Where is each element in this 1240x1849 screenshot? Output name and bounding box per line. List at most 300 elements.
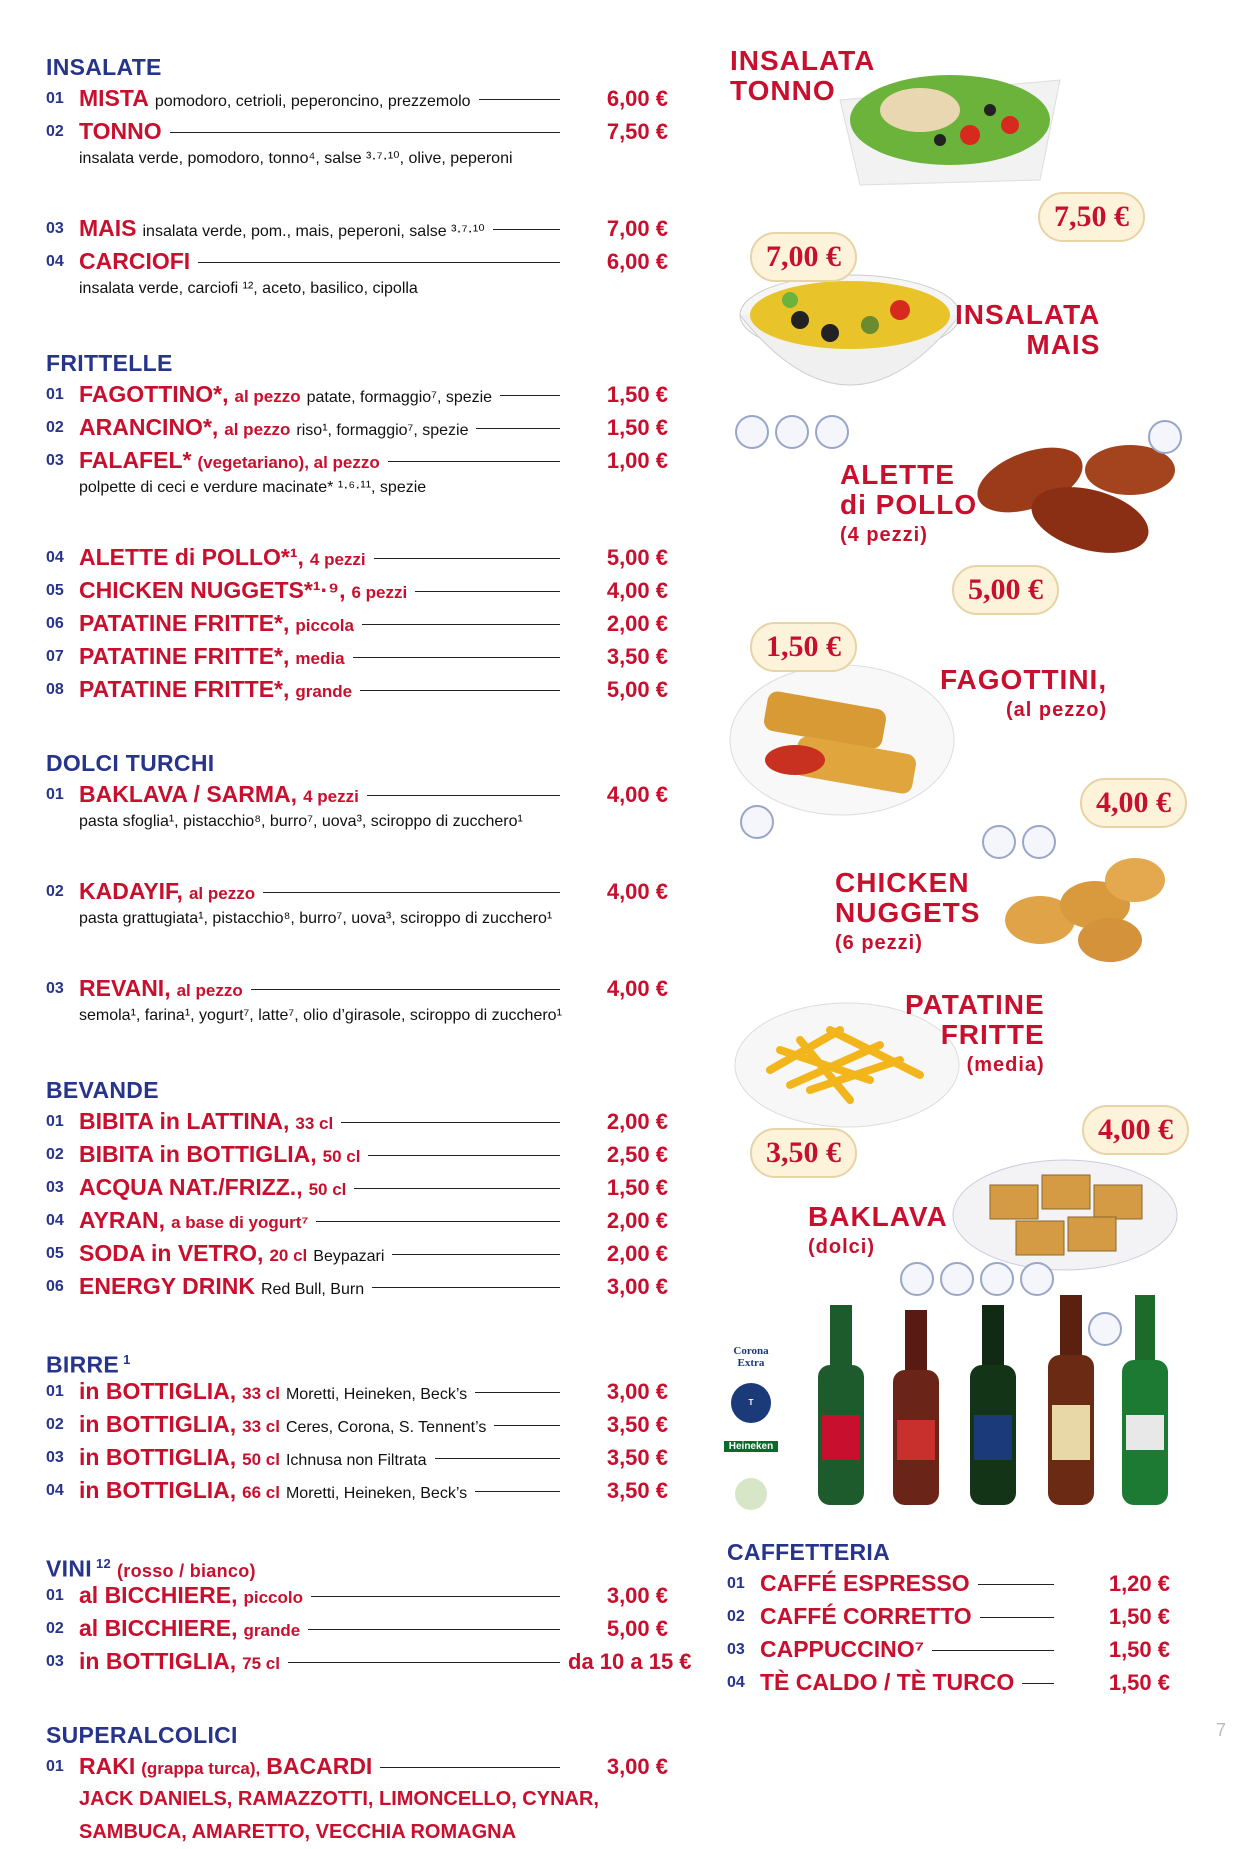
price-badge-alette: 5,00 € <box>952 565 1059 615</box>
leader-line <box>288 1662 560 1663</box>
item-price: 4,00 € <box>606 782 668 807</box>
menu-item <box>46 640 668 673</box>
menu-item <box>46 673 668 706</box>
item-name-group <box>79 1171 568 1206</box>
item-price: 2,00 € <box>606 611 668 636</box>
section-title: CAFFETTERIA <box>727 1539 891 1565</box>
label-baklava <box>808 1202 948 1262</box>
item-name: al BICCHIERE, <box>79 1615 238 1641</box>
leader-line <box>415 591 560 592</box>
photo-column <box>700 0 1240 1755</box>
menu-item <box>46 1612 668 1645</box>
leader-line <box>368 1155 560 1156</box>
item-description: insalata verde, carciofi ¹², aceto, basilico, cipolla <box>79 280 418 297</box>
leader-line <box>360 690 560 691</box>
section-note: (rosso / bianco) <box>117 1560 256 1581</box>
photo-label-sub: (media) <box>966 1054 1045 1076</box>
item-name-group <box>79 1204 568 1239</box>
item-name-group <box>79 82 568 118</box>
leader-line <box>388 461 560 462</box>
item-modifier: 50 cl <box>322 1147 361 1166</box>
item-price: 1,20 € <box>1108 1571 1170 1596</box>
menu-item <box>46 212 668 245</box>
menu-item <box>46 444 668 477</box>
leader-line <box>479 99 560 100</box>
item-modifier: piccolo <box>243 1588 303 1607</box>
leader-line <box>475 1392 560 1393</box>
item-name-group <box>79 444 568 479</box>
item-name: in BOTTIGLIA, <box>79 1378 237 1404</box>
item-name-group <box>79 1645 568 1680</box>
leader-line <box>435 1458 561 1459</box>
menu-item <box>46 1579 668 1612</box>
item-name: BACARDI <box>266 1753 373 1779</box>
item-number: 03 <box>46 1449 64 1466</box>
section-title <box>46 1345 668 1378</box>
item-price: 2,00 € <box>606 1241 668 1266</box>
item-name: FAGOTTINO*, <box>79 381 229 407</box>
item-name-group <box>79 1441 568 1477</box>
item-name-group <box>79 212 568 248</box>
item-number: 02 <box>46 1620 64 1637</box>
photo-label-sub: (al pezzo) <box>1005 699 1108 721</box>
allergen-icons <box>1148 420 1182 454</box>
item-name: SODA in VETRO, <box>79 1240 264 1266</box>
item-number: 01 <box>46 786 64 803</box>
row-spacer <box>46 505 668 541</box>
item-name-group <box>79 1408 568 1444</box>
leader-line <box>251 989 560 990</box>
item-modifier: media <box>295 649 345 668</box>
menu-item <box>46 607 668 640</box>
item-name: PATATINE FRITTE*, <box>79 676 290 702</box>
item-extra: Moretti, Heineken, Beck’s <box>285 1386 468 1403</box>
item-number: 04 <box>46 253 64 270</box>
item-price: 5,00 € <box>606 1616 668 1641</box>
item-modifier: al pezzo <box>188 884 256 903</box>
item-name: REVANI, <box>79 975 171 1001</box>
item-number: 01 <box>46 1758 64 1775</box>
allergen-icons <box>735 415 849 449</box>
item-number: 02 <box>727 1608 745 1625</box>
price-badge-mais: 7,00 € <box>750 232 857 282</box>
item-name: PATATINE FRITTE*, <box>79 643 290 669</box>
section-title-text: SUPERALCOLICI <box>46 1722 238 1748</box>
item-number: 03 <box>46 1653 64 1670</box>
menu-item <box>46 1408 668 1441</box>
section-spacer <box>46 1678 668 1720</box>
item-price: 1,50 € <box>606 415 668 440</box>
item-name: MISTA <box>79 85 149 111</box>
leader-line <box>367 795 560 796</box>
leader-line <box>372 1287 560 1288</box>
menu-item <box>46 1441 668 1474</box>
section-title <box>46 1549 668 1582</box>
menu-item <box>46 875 668 908</box>
photo-label-sub: (4 pezzi) <box>840 524 928 546</box>
item-name-group <box>79 541 568 576</box>
item-modifier: 33 cl <box>295 1114 334 1133</box>
item-price: 4,00 € <box>606 578 668 603</box>
leader-line <box>353 657 560 658</box>
item-name: BIBITA in LATTINA, <box>79 1108 290 1134</box>
photo-label-line: MAIS <box>1026 329 1101 360</box>
item-extra: Ceres, Corona, S. Tennent’s <box>285 1419 487 1436</box>
section-title-text: VINI <box>46 1555 92 1582</box>
item-price: 4,00 € <box>606 879 668 904</box>
item-modifier: 4 pezzi <box>303 787 359 806</box>
item-price: 3,00 € <box>606 1379 668 1404</box>
allergen-icons <box>740 805 774 839</box>
chicken-nuggets-image <box>980 840 1180 970</box>
section-spacer <box>46 1033 668 1075</box>
item-price: 5,00 € <box>606 545 668 570</box>
page-corner-mark: 7 <box>1215 1720 1226 1740</box>
leader-line <box>475 1491 560 1492</box>
photo-label-line: CHICKEN <box>835 867 970 898</box>
item-name: CHICKEN NUGGETS*¹·⁹, <box>79 577 346 603</box>
item-name-group <box>79 1138 568 1173</box>
item-price: 1,50 € <box>606 1175 668 1200</box>
leader-line <box>316 1221 560 1222</box>
item-name: BIBITA in BOTTIGLIA, <box>79 1141 317 1167</box>
item-name-group <box>79 574 568 609</box>
item-price: 3,00 € <box>606 1274 668 1299</box>
egg-icon <box>735 415 769 449</box>
nuts-icon <box>1020 1262 1054 1296</box>
leader-line <box>198 262 560 263</box>
item-number: 08 <box>46 681 64 698</box>
item-name-line: JACK DANIELS, RAMAZZOTTI, LIMONCELLO, CYNAR, <box>79 1788 599 1810</box>
item-name-group <box>79 1750 568 1785</box>
item-extra: Beypazari <box>313 1248 385 1265</box>
item-number: 02 <box>46 1416 64 1433</box>
section-title-text: BEVANDE <box>46 1077 159 1103</box>
item-name: MAIS <box>79 215 137 241</box>
item-name-group <box>79 1474 568 1510</box>
photo-label-line: FAGOTTINI, <box>940 664 1108 695</box>
price-badge-fagottini: 1,50 € <box>750 622 857 672</box>
item-modifier: (grappa turca), <box>141 1759 261 1778</box>
item-extra: Red Bull, Burn <box>260 1281 365 1298</box>
item-name-group <box>79 1237 568 1273</box>
item-number: 03 <box>46 220 64 237</box>
item-modifier: 50 cl <box>308 1180 347 1199</box>
item-price: 1,50 € <box>1108 1637 1170 1662</box>
menu-item <box>46 574 668 607</box>
photo-label-line: INSALATA <box>955 299 1101 330</box>
item-description: polpette di ceci e verdure macinate* ¹·⁶·¹¹, spezie <box>79 479 427 496</box>
allergen-icons <box>900 1262 1054 1296</box>
baklava-image <box>950 1145 1180 1275</box>
item-name-line: SAMBUCA, AMARETTO, VECCHIA ROMAGNA <box>79 1821 517 1843</box>
item-price: 6,00 € <box>606 86 668 111</box>
beer-bottles-image <box>810 1295 1180 1515</box>
label-insalata-mais <box>955 300 1100 360</box>
item-number: 02 <box>46 883 64 900</box>
item-modifier: 20 cl <box>269 1246 308 1265</box>
item-description: semola¹, farina¹, yogurt⁷, latte⁷, olio d’girasole, sciroppo di zucchero¹ <box>79 1007 562 1024</box>
label-alette <box>840 460 977 550</box>
item-number: 03 <box>46 1179 64 1196</box>
menu-item <box>46 778 668 811</box>
section-spacer <box>46 306 668 348</box>
item-name-group <box>79 1579 568 1614</box>
section-title <box>46 748 668 778</box>
price-badge-tonno: 7,50 € <box>1038 192 1145 242</box>
menu-item <box>46 378 668 411</box>
item-name: AYRAN, <box>79 1207 166 1233</box>
price-badge-baklava: 4,00 € <box>1082 1105 1189 1155</box>
item-modifier: 33 cl <box>242 1384 280 1403</box>
milk-icon <box>775 415 809 449</box>
item-name-group <box>79 875 568 910</box>
item-modifier: (vegetariano), al pezzo <box>197 453 380 472</box>
section-title-sup: 1 <box>123 1352 131 1367</box>
item-modifier: 33 cl <box>242 1417 280 1436</box>
heineken-logo: Heineken <box>724 1441 778 1452</box>
item-modifier: 75 cl <box>242 1654 280 1673</box>
item-number: 04 <box>46 549 64 566</box>
item-name-group <box>79 1375 568 1411</box>
item-name: RAKI <box>79 1753 136 1779</box>
item-price: 3,50 € <box>606 1478 668 1503</box>
item-name: BAKLAVA / SARMA, <box>79 781 298 807</box>
item-number: 02 <box>46 123 64 140</box>
item-name-group <box>79 411 568 447</box>
photo-label-line: FRITTE <box>940 1019 1045 1050</box>
item-modifier: al pezzo <box>176 981 243 1000</box>
price-badge-patatine: 3,50 € <box>750 1128 857 1178</box>
mustard-icon <box>815 415 849 449</box>
item-name: CAFFÉ ESPRESSO <box>760 1570 970 1596</box>
item-modifier: al pezzo <box>234 387 301 406</box>
item-number: 06 <box>46 615 64 632</box>
item-number: 05 <box>46 1245 64 1262</box>
item-modifier: grande <box>295 682 353 701</box>
label-patatine <box>905 990 1045 1080</box>
item-name: ACQUA NAT./FRIZZ., <box>79 1174 303 1200</box>
photo-label-line: TONNO <box>730 75 836 106</box>
leader-line <box>380 1767 560 1768</box>
row-spacer <box>46 839 668 875</box>
item-extra: pomodoro, cetrioli, peperoncino, prezzemolo <box>154 93 471 110</box>
item-price: 2,00 € <box>606 1109 668 1134</box>
item-price: 3,50 € <box>606 644 668 669</box>
leader-line <box>494 1425 560 1426</box>
item-name-group <box>79 115 568 148</box>
item-price: 1,50 € <box>1108 1604 1170 1629</box>
menu-item <box>46 1237 668 1270</box>
leader-line <box>341 1122 560 1123</box>
label-nuggets <box>835 868 980 958</box>
item-name-group <box>79 972 568 1007</box>
menu-column <box>46 52 692 1849</box>
item-price: 4,00 € <box>606 976 668 1001</box>
item-modifier: 4 pezzi <box>309 550 366 569</box>
menu-item <box>46 1375 668 1408</box>
item-price: 3,00 € <box>606 1583 668 1608</box>
menu-item <box>46 1171 668 1204</box>
item-description: insalata verde, pomodoro, tonno⁴, salse ³·⁷·¹⁰, olive, peperoni <box>79 150 513 167</box>
menu-item <box>46 541 668 574</box>
item-name: TONNO <box>79 118 162 144</box>
menu-item <box>46 245 668 278</box>
label-insalata-tonno <box>730 46 875 106</box>
item-price: 6,00 € <box>606 249 668 274</box>
item-number: 01 <box>46 386 64 403</box>
menu-item <box>46 1474 668 1507</box>
item-price: 7,50 € <box>606 119 668 144</box>
item-name: KADAYIF, <box>79 878 183 904</box>
leader-line <box>500 395 560 396</box>
leader-line <box>493 229 560 230</box>
price-badge-nuggets: 4,00 € <box>1080 778 1187 828</box>
item-extra: Moretti, Heineken, Beck’s <box>285 1485 468 1502</box>
item-modifier: 6 pezzi <box>351 583 408 602</box>
item-number: 05 <box>46 582 64 599</box>
item-name: in BOTTIGLIA, <box>79 1444 237 1470</box>
item-modifier: 66 cl <box>242 1483 280 1502</box>
photo-label-line: BAKLAVA <box>808 1201 948 1232</box>
section-title-text: FRITTELLE <box>46 350 173 376</box>
item-price: da 10 a 15 € <box>568 1649 692 1674</box>
item-name-group <box>79 245 568 278</box>
item-number: 01 <box>46 1587 64 1604</box>
leader-line <box>170 132 560 133</box>
photo-label-line: di POLLO <box>840 489 978 520</box>
menu-item <box>46 972 668 1005</box>
item-modifier: a base di yogurt⁷ <box>171 1213 309 1232</box>
item-extra: insalata verde, pom., mais, peperoni, salse ³·⁷·¹⁰ <box>142 223 485 240</box>
photo-label-line: INSALATA <box>730 45 876 76</box>
item-number: 03 <box>727 1641 745 1658</box>
menu-item <box>46 115 668 148</box>
item-name: in BOTTIGLIA, <box>79 1477 237 1503</box>
item-name: al BICCHIERE, <box>79 1582 238 1608</box>
item-name: FALAFEL* <box>79 447 192 473</box>
wheat-icon <box>1148 420 1182 454</box>
menu-item <box>46 1138 668 1171</box>
item-number: 02 <box>46 419 64 436</box>
leader-line <box>392 1254 560 1255</box>
item-name-group <box>79 378 568 414</box>
photo-label-sub: (dolci) <box>808 1236 875 1258</box>
section-title-text: INSALATE <box>46 54 162 80</box>
item-price: 3,50 € <box>606 1445 668 1470</box>
item-modifier: piccola <box>295 616 354 635</box>
item-name-group <box>79 673 568 708</box>
item-name: CAFFÉ CORRETTO <box>760 1603 972 1629</box>
moretti-logo <box>735 1478 767 1510</box>
item-name: ARANCINO*, <box>79 414 219 440</box>
item-modifier: 50 cl <box>242 1450 280 1469</box>
item-number: 04 <box>46 1482 64 1499</box>
section-spacer <box>46 1507 668 1549</box>
item-name: ENERGY DRINK <box>79 1273 255 1299</box>
item-name-group <box>79 778 568 813</box>
item-name-group <box>79 640 568 675</box>
item-number: 07 <box>46 648 64 665</box>
beer-logos <box>720 1345 782 1536</box>
leader-line <box>476 428 560 429</box>
item-number: 01 <box>46 1383 64 1400</box>
item-name-group <box>79 1270 568 1306</box>
item-name: ALETTE di POLLO*¹, <box>79 544 304 570</box>
corona-logo: Corona Extra <box>733 1345 769 1369</box>
section-title <box>46 1720 668 1750</box>
milk-icon <box>980 1262 1014 1296</box>
item-price: 5,00 € <box>606 677 668 702</box>
item-price: 1,00 € <box>606 448 668 473</box>
item-name-group <box>79 1105 568 1140</box>
section-title <box>46 348 668 378</box>
egg-icon <box>940 1262 974 1296</box>
item-name: PATATINE FRITTE*, <box>79 610 290 636</box>
item-modifier: al pezzo <box>224 420 291 439</box>
item-modifier: grande <box>243 1621 301 1640</box>
item-price: 2,00 € <box>606 1208 668 1233</box>
item-extra: patate, formaggio⁷, spezie <box>306 389 493 406</box>
section-spacer <box>46 706 668 748</box>
item-number: 01 <box>727 1575 745 1592</box>
menu-item <box>46 1204 668 1237</box>
section-title <box>46 1075 668 1105</box>
item-price: 7,00 € <box>606 216 668 241</box>
item-description: pasta grattugiata¹, pistacchio⁸, burro⁷, uova³, sciroppo di zucchero¹ <box>79 910 553 927</box>
section-title <box>46 52 668 82</box>
item-number: 04 <box>727 1674 745 1691</box>
item-name-group <box>79 607 568 642</box>
leader-line <box>354 1188 560 1189</box>
item-description: pasta sfoglia¹, pistacchio⁸, burro⁷, uova³, sciroppo di zucchero¹ <box>79 813 523 830</box>
label-fagottini <box>940 665 1107 725</box>
item-price: 3,00 € <box>606 1754 668 1779</box>
fagottini-image <box>725 660 960 820</box>
menu-item <box>46 1105 668 1138</box>
item-price: 1,50 € <box>1108 1670 1170 1695</box>
item-name: CARCIOFI <box>79 248 191 274</box>
menu-item <box>46 82 668 115</box>
item-extra: riso¹, formaggio⁷, spezie <box>296 422 469 439</box>
menu-item <box>46 1270 668 1303</box>
menu-item <box>46 411 668 444</box>
item-number: 01 <box>46 1113 64 1130</box>
item-name-group <box>79 1612 568 1647</box>
item-price: 3,50 € <box>606 1412 668 1437</box>
item-number: 01 <box>46 90 64 107</box>
item-number: 04 <box>46 1212 64 1229</box>
menu-item <box>46 1645 692 1678</box>
item-name: TÈ CALDO / TÈ TURCO <box>760 1669 1015 1695</box>
item-number: 06 <box>46 1278 64 1295</box>
item-number: 02 <box>46 1146 64 1163</box>
leader-line <box>308 1629 560 1630</box>
photo-label-line: NUGGETS <box>835 897 981 928</box>
item-price: 1,50 € <box>606 382 668 407</box>
item-price: 2,50 € <box>606 1142 668 1167</box>
photo-label-line: ALETTE <box>840 459 955 490</box>
section-title-sup: 12 <box>95 1556 111 1571</box>
item-extra: Ichnusa non Filtrata <box>285 1452 427 1469</box>
item-name: in BOTTIGLIA, <box>79 1648 237 1674</box>
leader-line <box>263 892 560 893</box>
leader-line <box>374 558 560 559</box>
item-number: 03 <box>46 980 64 997</box>
section-title-text: DOLCI TURCHI <box>46 750 215 776</box>
photo-label-line: PATATINE <box>905 989 1045 1020</box>
wheat-icon <box>900 1262 934 1296</box>
